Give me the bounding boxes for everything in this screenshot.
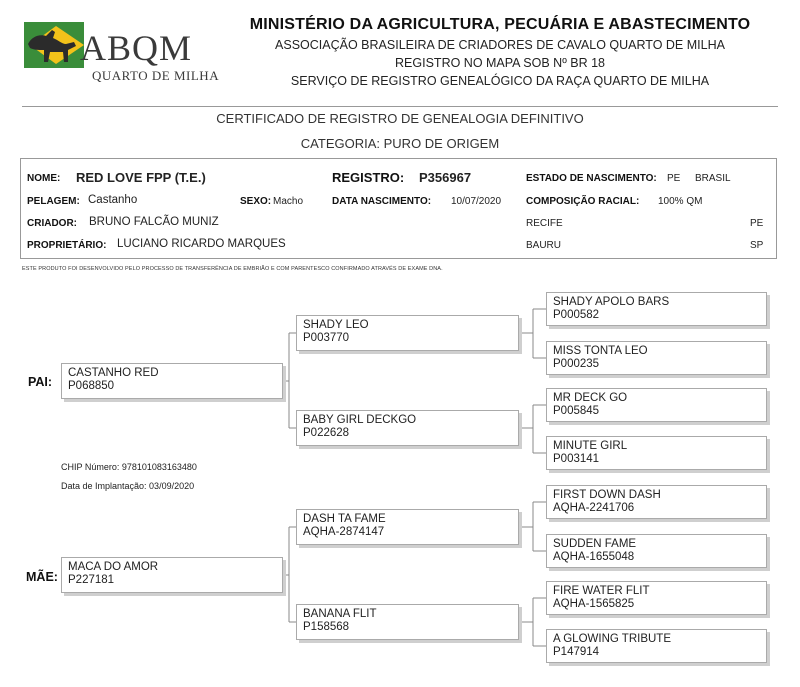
ggp-name-4: MINUTE GIRL: [553, 440, 628, 452]
ggp-box-4: [546, 436, 767, 470]
ggp-name-1: SHADY APOLO BARS: [553, 296, 670, 308]
ggp-box-1: [546, 292, 767, 326]
owner-name: LUCIANO RICARDO MARQUES: [117, 238, 286, 250]
logo-subtitle: QUARTO DE MILHA: [92, 68, 220, 83]
ggp-reg-6: AQHA-1655048: [553, 551, 635, 563]
dam-reg: P227181: [68, 574, 115, 586]
sire-box: [61, 363, 283, 399]
owner-city: BAURU: [526, 240, 562, 251]
sex-label: SEXO:: [240, 196, 272, 207]
breeder-name: BRUNO FALCÃO MUNIZ: [89, 216, 219, 228]
ggp-reg-7: AQHA-1565825: [553, 598, 635, 610]
owner-label: PROPRIETÁRIO:: [27, 240, 107, 251]
registry-service: SERVIÇO DE REGISTRO GENEALÓGICO DA RAÇA QUARTO DE MILHA: [290, 74, 710, 88]
dam-dam-name: BANANA FLIT: [303, 608, 377, 620]
chip-implant-date: Data de Implantação: 03/09/2020: [61, 481, 195, 491]
ggp-name-8: A GLOWING TRIBUTE: [553, 633, 671, 645]
owner-state: SP: [750, 240, 764, 251]
ggp-box-2: [546, 341, 767, 375]
birth-state: PE: [667, 173, 681, 184]
dam-sire-box: [296, 509, 519, 545]
ggp-name-2: MISS TONTA LEO: [553, 345, 648, 357]
sire-name: CASTANHO RED: [68, 367, 159, 379]
ggp-reg-5: AQHA-2241706: [553, 502, 635, 514]
embryo-transfer-footnote: ESTE PRODUTO FOI DESENVOLVIDO PELO PROCESSO DE TRANSFERÊNCIA DE EMBRIÃO E COM PARENTESCO CONFIRMADO ATRAVÉS DE EXAME DNA.: [22, 266, 443, 272]
registro-label: REGISTRO:: [332, 170, 405, 185]
ggp-name-6: SUDDEN FAME: [553, 538, 637, 550]
association-name: ASSOCIAÇÃO BRASILEIRA DE CRIADORES DE CAVALO QUARTO DE MILHA: [275, 38, 725, 52]
sex-value: Macho: [273, 196, 304, 207]
ggp-reg-8: P147914: [553, 646, 600, 658]
coat-value: Castanho: [88, 194, 138, 206]
sire-reg: P068850: [68, 380, 115, 392]
ggp-reg-4: P003141: [553, 453, 600, 465]
dam-sire-name: DASH TA FAME: [303, 513, 386, 525]
sire-sire-reg: P003770: [303, 332, 350, 344]
mapa-registry: REGISTRO NO MAPA SOB Nº BR 18: [395, 56, 605, 70]
dam-dam-box: [296, 604, 519, 640]
ggp-reg-2: P000235: [553, 358, 600, 370]
birth-date-label: DATA NASCIMENTO:: [332, 196, 432, 207]
ggp-name-7: FIRE WATER FLIT: [553, 585, 650, 597]
logo-text: ABQM: [80, 28, 193, 68]
racial-composition: 100% QM: [658, 196, 703, 207]
chip-number: CHIP Número: 978101083163480: [61, 462, 197, 472]
dam-box: [61, 557, 283, 593]
ggp-box-3: [546, 388, 767, 422]
birth-date: 10/07/2020: [451, 196, 502, 207]
ggp-reg-3: P005845: [553, 405, 600, 417]
ggp-name-5: FIRST DOWN DASH: [553, 489, 661, 501]
ggp-box-8: [546, 629, 767, 663]
racial-composition-label: COMPOSIÇÃO RACIAL:: [526, 196, 640, 207]
breeder-label: CRIADOR:: [27, 218, 77, 229]
ggp-name-3: MR DECK GO: [553, 392, 628, 404]
name-label: NOME:: [27, 173, 61, 184]
ggp-reg-1: P000582: [553, 309, 600, 321]
sire-sire-box: [296, 315, 519, 351]
sire-dam-name: BABY GIRL DECKGO: [303, 414, 417, 426]
dam-dam-reg: P158568: [303, 621, 350, 633]
ggp-box-5: [546, 485, 767, 519]
birth-country: BRASIL: [695, 173, 731, 184]
sire-sire-name: SHADY LEO: [303, 319, 369, 331]
registro-value: P356967: [419, 170, 472, 185]
sire-dam-box: [296, 410, 519, 446]
animal-name: RED LOVE FPP (T.E.): [76, 170, 206, 185]
dam-sire-reg: AQHA-2874147: [303, 526, 385, 538]
sire-dam-reg: P022628: [303, 427, 350, 439]
certificate-category: CATEGORIA: PURO DE ORIGEM: [300, 136, 500, 151]
birth-state-label: ESTADO DE NASCIMENTO:: [526, 173, 657, 184]
breeder-city: RECIFE: [526, 218, 563, 229]
ggp-box-7: [546, 581, 767, 615]
ggp-box-6: [546, 534, 767, 568]
breeder-state: PE: [750, 218, 764, 229]
coat-label: PELAGEM:: [27, 196, 80, 207]
certificate-title: CERTIFICADO DE REGISTRO DE GENEALOGIA DEFINITIVO: [216, 111, 584, 126]
dam-label: MÃE:: [26, 570, 58, 584]
sire-label: PAI:: [28, 375, 53, 389]
dam-name: MACA DO AMOR: [68, 561, 159, 573]
ministry-title: MINISTÉRIO DA AGRICULTURA, PECUÁRIA E ABASTECIMENTO: [249, 16, 751, 33]
